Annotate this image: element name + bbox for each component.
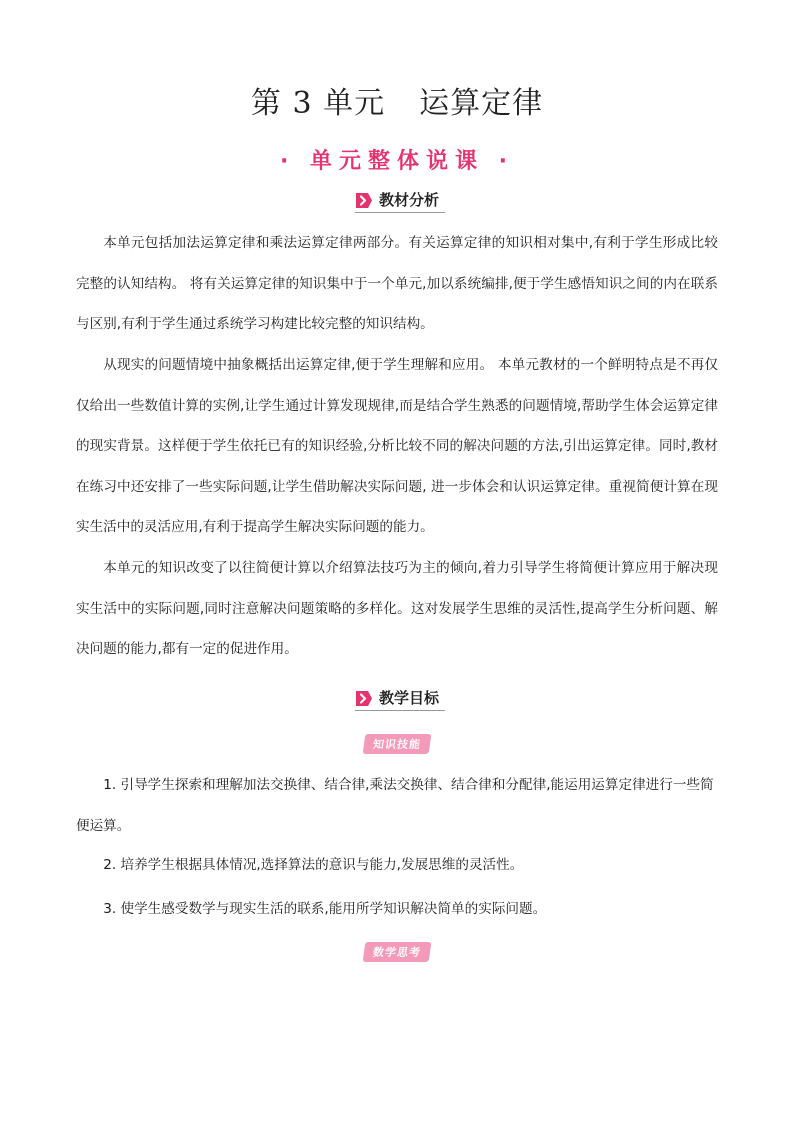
bookmark-arrow-icon [355,690,373,707]
goal-item-1: 1. 引导学生探索和理解加法交换律、结合律,乘法交换律、结合律和分配律,能运用运算定律进行一些简便运算。 [76,777,714,834]
paragraph-3: 本单元的知识改变了以往简便计算以介绍算法技巧为主的倾向,着力引导学生将简便计算应用于解决现实生活中的实际问题,同时注意解决问题策略的多样化。这对发展学生思维的灵活性,提高学生分析问题、解决问题的能力,都有一定的促进作用。 [76,560,718,657]
unit-number: 第 3 单元 [250,86,386,121]
section-heading-text: 教学目标 [378,689,439,707]
bookmark-arrow-icon [355,192,373,209]
badge-text: 数学思考 [363,942,432,962]
section-heading-text: 教材分析 [378,191,439,209]
goal-item-2: 2. 培养学生根据具体情况,选择算法的意识与能力,发展思维的灵活性。 [103,857,524,873]
subtitle: · 单元整体说课 · [279,149,515,174]
unit-name: 运算定律 [419,86,544,121]
section-heading-goals [0,688,794,710]
page-title [0,78,794,122]
knowledge-skills-badge [0,733,794,754]
math-thinking-badge [0,941,794,962]
paragraph-2: 从现实的问题情境中抽象概括出运算定律,便于学生理解和应用。 本单元教材的一个鲜明特点是不再仅仅给出一些数值计算的实例,让学生通过计算发现规律,而是结合学生熟悉的问题情境,帮助学生体会运算定律的现实背景。这样便于学生依托已有的知识经验,分析比较不同的解决问题的方法,引出运算定律。同时,教材在练习中还安排了一些实际问题,让学生借助解决实际问题, 进一步体会和认识运算定律。重视简便计算在现实生活中的灵活应用,有利于提高学生解决实际问题的能力。 [76,357,718,535]
goal-item-3: 3. 使学生感受数学与现实生活的联系,能用所学知识解决简单的实际问题。 [103,901,547,917]
section-heading-analysis [0,190,794,212]
badge-text: 知识技能 [363,734,432,754]
paragraph-1: 本单元包括加法运算定律和乘法运算定律两部分。有关运算定律的知识相对集中,有利于学生形成比较完整的认知结构。 将有关运算定律的知识集中于一个单元,加以系统编排,便于学生感悟知识之间的内在联系与区别,有利于学生通过系统学习构建比较完整的知识结构。 [76,235,718,332]
